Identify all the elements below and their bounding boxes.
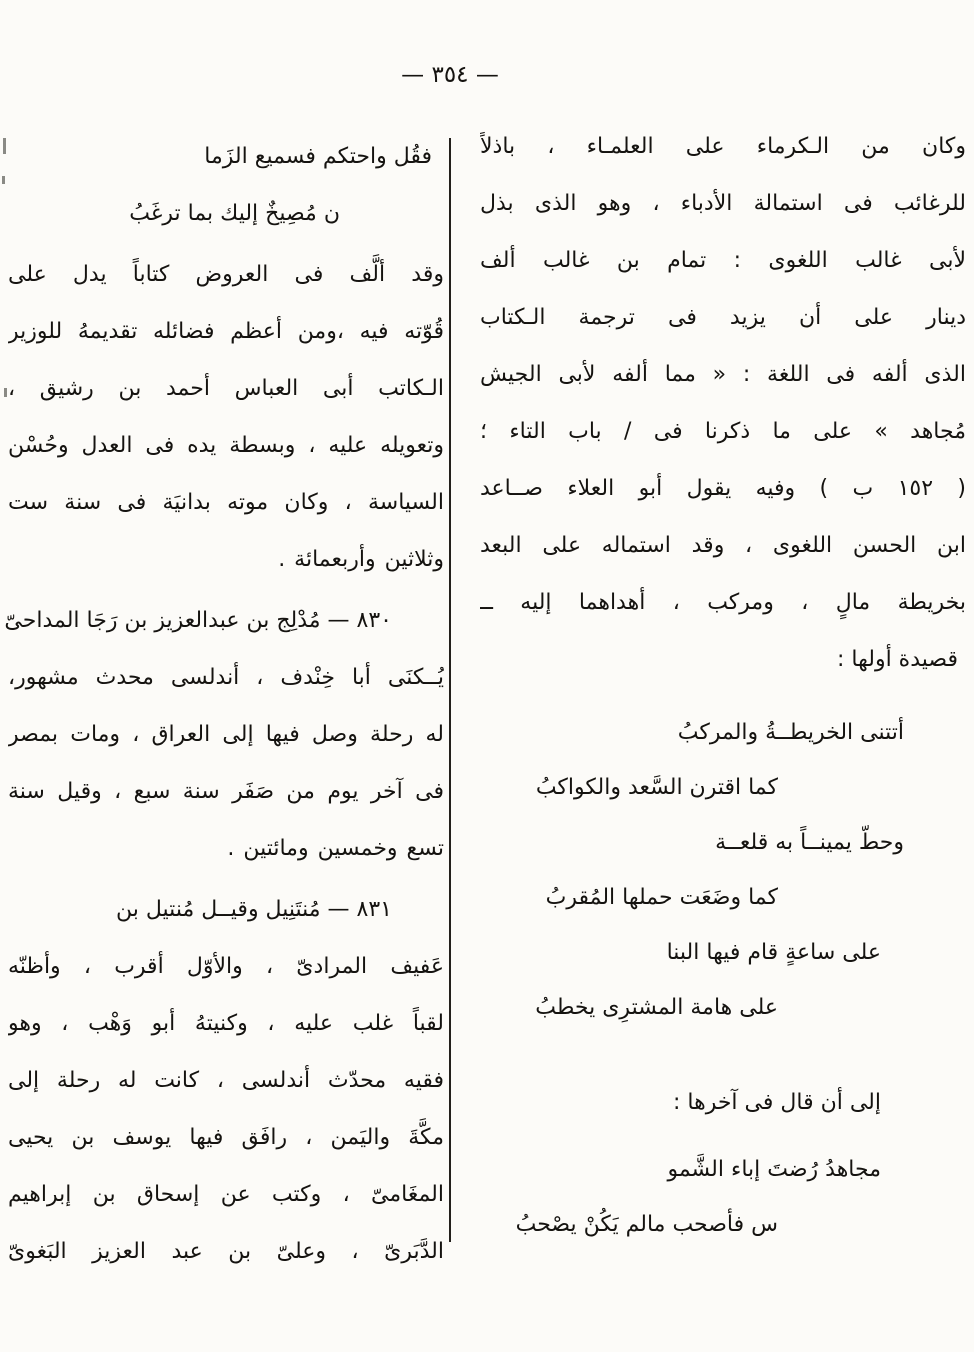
text-line: قُوّته فيه ،ومن أعظم فضائله تقديمهُ للوزير (8, 319, 444, 344)
verse-line: ن مُصِيخٌ إليك بما ترغَبُ (129, 201, 340, 226)
verse-line: على ساعةٍ قام فيها البنا (666, 940, 881, 965)
text-line: الـكاتب أبى العباس أحمد بن رشيق ، (8, 376, 444, 401)
scan-artifact (4, 388, 7, 397)
text-line: يُــكنَى أبا خِنْدف ، أندلسى محدث مشهور، (8, 665, 444, 690)
text-line: بخريطة مالٍ ، ومركب ، أهداهما إليه ــ (480, 590, 966, 615)
text-line: فى آخر يوم من صَفَر سنة سبع ، وقيل سنة (8, 779, 444, 804)
text-line: وتعويله عليه ، وبسطة يده فى العدل وحُسْن (8, 433, 444, 458)
text-line: مُجاهد » على ما ذكرنا فى / باب التاء ؛ (480, 419, 966, 444)
verse-line: مجاهدُ رُضتَ إباء الشَّمو (667, 1157, 881, 1182)
column-divider-rule (449, 138, 451, 1242)
verse-line: وحطّ يمينــاً به قلعــة (715, 830, 904, 855)
page-number: — ٣٥٤ — (401, 62, 499, 88)
text-line: لقباً غلب عليه ، وكنيتهُ أبو وَهْب ، وهو (8, 1011, 444, 1036)
verse-line: فقُل واحتكم فسميع الزَما (204, 144, 432, 169)
scan-artifact (2, 176, 5, 184)
text-line: ابن الحسن اللغوى ، وقد استماله على البعد (480, 533, 966, 558)
text-line: تسع وخمسين ومائتين . (227, 836, 444, 861)
text-line: عَفيف المرادىّ ، والأوّل أقرب ، وأظنّه (8, 954, 444, 979)
poem-intro-line: قصيدة أولها : (837, 647, 958, 672)
entry-heading-line: ٨٣١ — مُنتَنِيل وقيــل مُنتيل بن (116, 897, 392, 922)
scan-artifact (3, 138, 6, 154)
verse-line: على هامة المشترِى يخطبُ (535, 995, 778, 1020)
text-line: وثلاثين وأربعمائة . (278, 547, 444, 572)
text-line: الذى ألفه فى اللغة : « مما ألفه لأبى الجيش (480, 362, 966, 387)
verse-line: س فأصحب مالم يَكُنْ يصْحبُ (515, 1212, 778, 1237)
text-line: السياسة ، وكان موته بدانيَة فى سنة ست (8, 490, 444, 515)
poem-intro-line: إلى أن قال فى آخرها : (672, 1090, 881, 1115)
left-column (4, 128, 444, 1280)
text-line: فقيه محدّث أندلسى ، كانت له رحلة إلى (8, 1068, 444, 1093)
verse-line: كما وضَعَت حملها المُقربُ (545, 885, 778, 910)
text-line: وقد ألَّف فى العروض كتاباً يدل على (8, 262, 444, 287)
text-line: للرغائب فى استمالة الأدباء ، وهو الذى بذل (480, 191, 966, 216)
text-line: وكان من الـكرماء على العلمـاء ، باذلاً (480, 134, 966, 159)
verse-line: أتتنى الخريطــةُ والمركبُ (677, 720, 904, 745)
entry-heading-line: ٨٣٠ — مُدْلِج بن عبدالعزيز بن رَجَا المداحىّ (4, 608, 392, 633)
text-line: المغَامىّ ، وكتب عن إسحاق بن إبراهيم (8, 1182, 444, 1207)
verse-line: كما اقترن السَّعد والكواكبُ (535, 775, 778, 800)
text-line: لأبى غالب اللغوى : تمام بن غالب ألف (480, 248, 966, 273)
text-line: له رحلة وصل فيها إلى العراق ، ومات بمصر (8, 722, 444, 747)
text-line: ( ١٥٢ ب ) وفيه يقول أبو العلاء صــاعد (480, 476, 966, 501)
right-column (480, 118, 966, 1252)
text-line: الدَّبَرىّ ، وعلىّ بن عبد العزيز البَغوىّ (8, 1239, 444, 1264)
text-line: مكَّةَ واليَمن ، رافَق فيها يوسف بن يحيى (8, 1125, 444, 1150)
text-line: دينار على أن يزيد فى ترجمة الـكتاب (480, 305, 966, 330)
